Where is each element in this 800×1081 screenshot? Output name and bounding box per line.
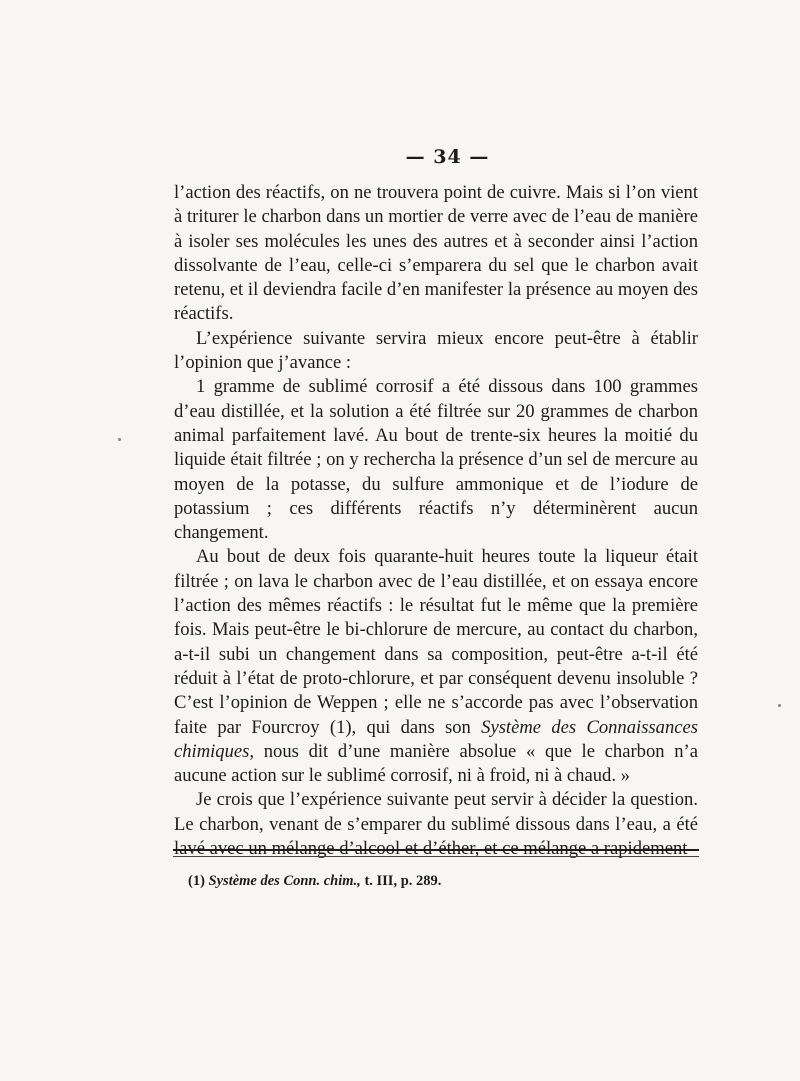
margin-speck <box>778 704 781 707</box>
footnote-rule <box>173 849 699 851</box>
footnote-rule-thin <box>173 856 699 857</box>
margin-speck <box>118 438 121 441</box>
footnote-marker: (1) <box>188 873 205 889</box>
footnote <box>188 873 688 890</box>
paragraph-4 <box>174 545 698 788</box>
footnote-rest: t. III, p. 289. <box>360 873 442 889</box>
paragraph-4-after: nous dit d’une manière absolue « que le charbon n’a aucune action sur le sublimé corrosif, ni à froid, ni à chaud. » <box>174 740 698 787</box>
paragraph-1: l’action des réactifs, on ne trouvera point de cuivre. Mais si l’on vient à triturer le charbon dans un mortier de verre avec de l’eau de manière à isoler ses molécules les unes des autres et à seconder ainsi l’action dissolvante de l’eau, celle-ci s’emparera du sel que le charbon avait retenu, et il deviendra facile d’en manifester la présence au moyen des réactifs. <box>174 182 698 325</box>
paragraph-2: L’expérience suivante servira mieux encore peut-être à établir l’opinion que j’avance : <box>174 327 698 374</box>
footnote-title: Système des Conn. chim., <box>208 873 361 889</box>
body-text <box>174 181 698 861</box>
page-number: — 34 — <box>405 146 490 168</box>
book-title-italic: Système des Connaissances chimiques, <box>174 716 699 762</box>
paragraph-3: 1 gramme de sublimé corrosif a été dissous dans 100 grammes d’eau distillée, et la solution a été filtrée sur 20 grammes de charbon animal parfaitement lavé. Au bout de trente-six heures la moitié du liquide était filtrée ; on y rechercha la présence d’un sel de mercure au moyen de la potasse, du sulfure ammonique et de l’iodure de potassium ; ces différents réactifs n’y déterminèrent aucun changement. <box>174 376 698 544</box>
paragraph-4-before: Au bout de deux fois quarante-huit heures toute la liqueur était filtrée ; on lava le charbon avec de l’eau distillée, et on essaya encore l’action des mêmes réactifs : le résultat fut le même que la première fois. Mais peut-être le bi-chlorure de mercure, au contact du charbon, a-t-il subi un changement dans sa composition, peut-être a-t-il été réduit à l’état de proto-chlorure, et par conséquent devenu insoluble ? C’est l’opinion de Weppen ; elle ne s’accorde pas avec l’observation faite par Fourcroy (1), qui dans son <box>174 546 698 738</box>
paragraph-5: Je crois que l’expérience suivante peut servir à décider la question. Le charbon, venant de s’emparer du sublimé dissous dans l’eau, a été lavé avec un mélange d’alcool et d’éther, et ce mélange a rapidement <box>174 789 698 860</box>
